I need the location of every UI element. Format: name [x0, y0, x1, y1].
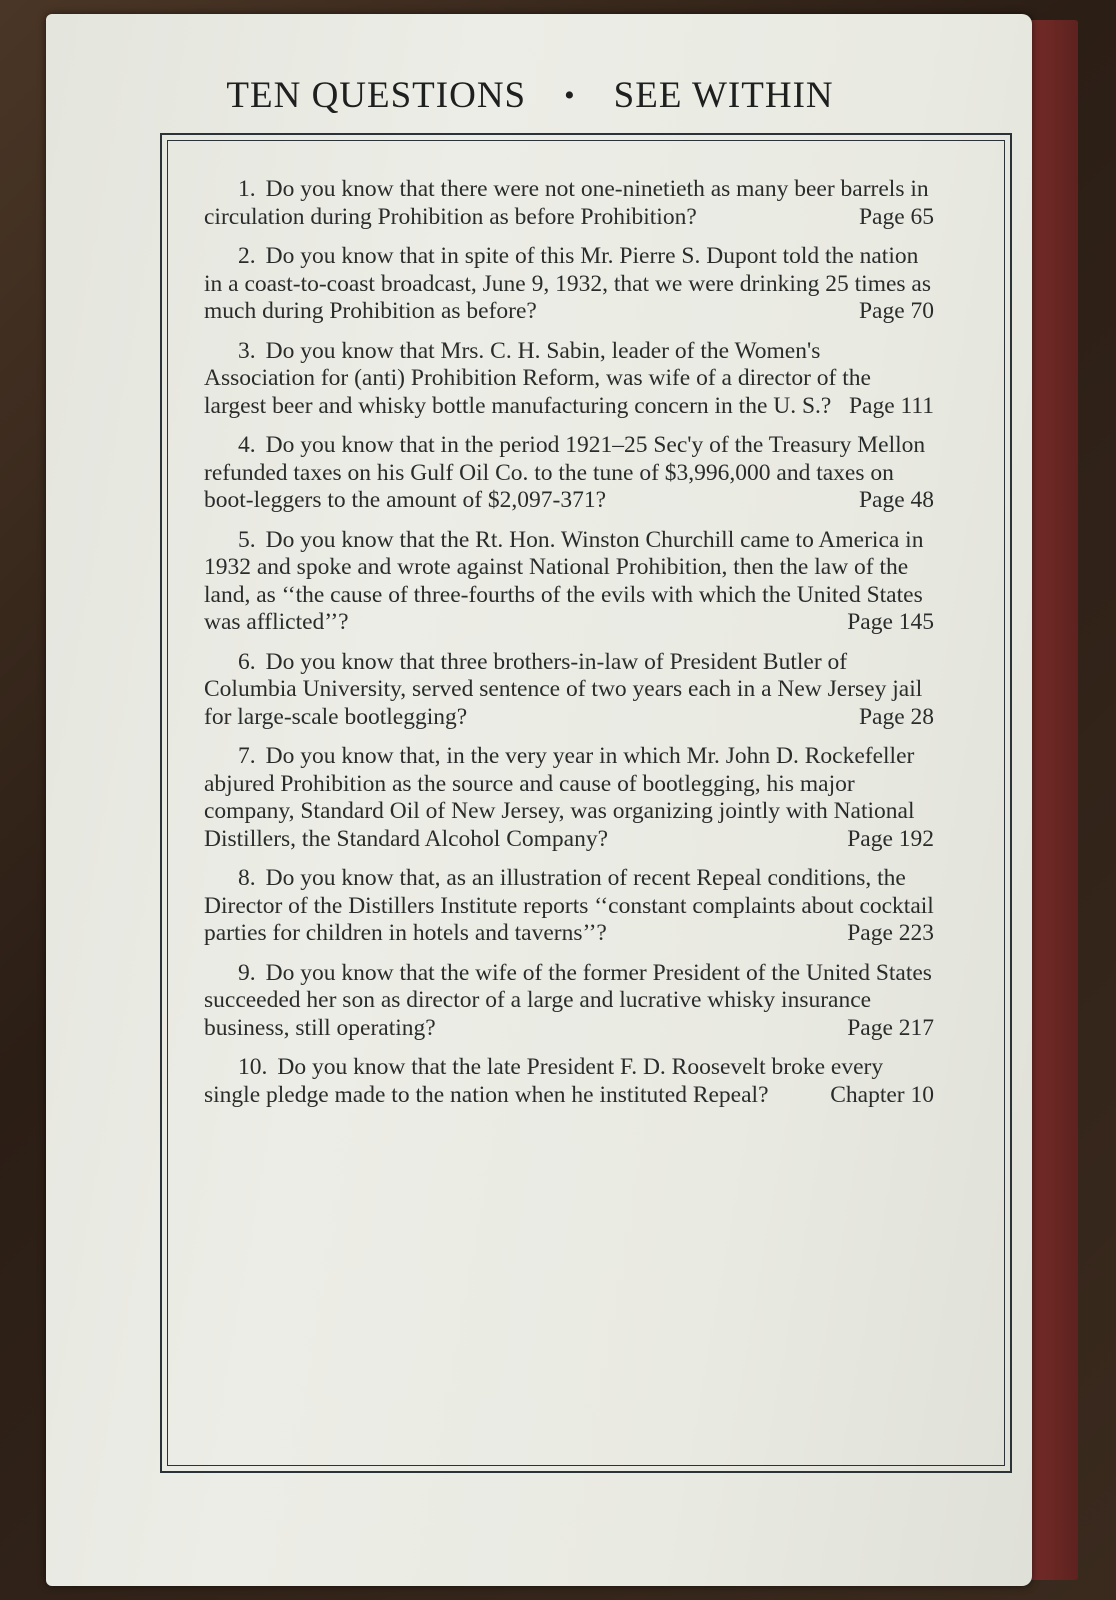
heading-right: SEE WITHIN — [613, 75, 834, 116]
question-item — [204, 432, 934, 515]
question-page-ref: Page 145 — [847, 609, 934, 635]
question-text: Do you know that in the period 1921–25 Sec'y of the Treasury Mellon refunded taxes on his Gulf Oil Co. to the tune of $3,996,000 and taxes on boot-leggers to the amount of $2,097-371? — [204, 432, 926, 513]
heading-separator: • — [564, 78, 576, 112]
question-number: 4. — [238, 432, 256, 458]
question-text: Do you know that the late President F. D. Roosevelt broke every single pledge made to the nation when he instituted Repeal? — [204, 1054, 884, 1108]
question-item — [204, 865, 934, 948]
question-text: Do you know that, in the very year in which Mr. John D. Rockefeller abjured Prohibition as the source and cause of bootlegging, his major company, Standard Oil of New Jersey, was organizing jointly with National Distillers, the Standard Alcohol Company? — [204, 743, 915, 852]
question-item — [204, 960, 934, 1043]
question-page-ref: Page 65 — [858, 203, 934, 230]
question-page-ref: Page 217 — [847, 1014, 934, 1041]
question-number: 3. — [238, 337, 256, 364]
question-text: Do you know that the Rt. Hon. Winston Churchill came to America in 1932 and spoke and wrote against National Prohibition, then the law of the land, as ‘‘the cause of three-fourths of the evils with which the United States was afflicted’’? — [204, 526, 924, 635]
question-number: 7. — [238, 743, 256, 769]
question-page-ref: Page 70 — [858, 298, 934, 324]
question-number: 2. — [238, 243, 256, 269]
question-item — [204, 338, 934, 421]
question-number: 6. — [238, 648, 256, 675]
question-page-ref: Page 28 — [858, 703, 934, 730]
question-text: Do you know that in spite of this Mr. Pierre S. Dupont told the nation in a coast-to-coast broadcast, June 9, 1932, that we were drinking 25 times as much during Prohibition as before? — [204, 243, 931, 324]
heading-left: TEN QUESTIONS — [226, 75, 527, 116]
question-text: Do you know that three brothers-in-law of President Butler of Columbia University, served sentence of two years each in a New Jersey jail for large-scale bootlegging? — [204, 648, 923, 730]
question-number: 8. — [238, 865, 256, 891]
question-item — [204, 743, 934, 853]
question-page-ref: Page 223 — [847, 920, 934, 946]
question-text: Do you know that the wife of the former President of the United States succeeded her son as director of a large and lucrative whisky insurance business, still operating? — [204, 959, 932, 1041]
questions-list — [204, 176, 934, 1121]
question-number: 9. — [238, 959, 256, 986]
question-item — [204, 649, 934, 732]
question-text: Do you know that, as an illustration of recent Repeal conditions, the Director of the Distillers Institute reports ‘‘constant complaints about cocktail parties for children in hotels and taverns’’? — [204, 865, 934, 946]
question-page-ref: Page 111 — [848, 392, 934, 419]
question-item — [204, 527, 934, 637]
question-item — [204, 176, 934, 231]
question-item — [204, 243, 934, 326]
question-number: 10. — [238, 1054, 268, 1080]
question-page-ref: Chapter 10 — [830, 1081, 934, 1108]
question-text: Do you know that there were not one-ninetieth as many beer barrels in circulation during Prohibition as before Prohibition? — [204, 176, 929, 230]
question-item — [204, 1054, 934, 1109]
question-page-ref: Page 192 — [847, 825, 934, 852]
question-number: 1. — [238, 176, 256, 202]
question-page-ref: Page 48 — [858, 487, 934, 513]
question-text: Do you know that Mrs. C. H. Sabin, leader of the Women's Association for (anti) Prohibition Reform, was wife of a director of the largest beer and whisky bottle manufacturing concern in the U. S.? — [204, 337, 871, 419]
question-number: 5. — [238, 526, 256, 553]
jacket-heading — [100, 74, 960, 117]
